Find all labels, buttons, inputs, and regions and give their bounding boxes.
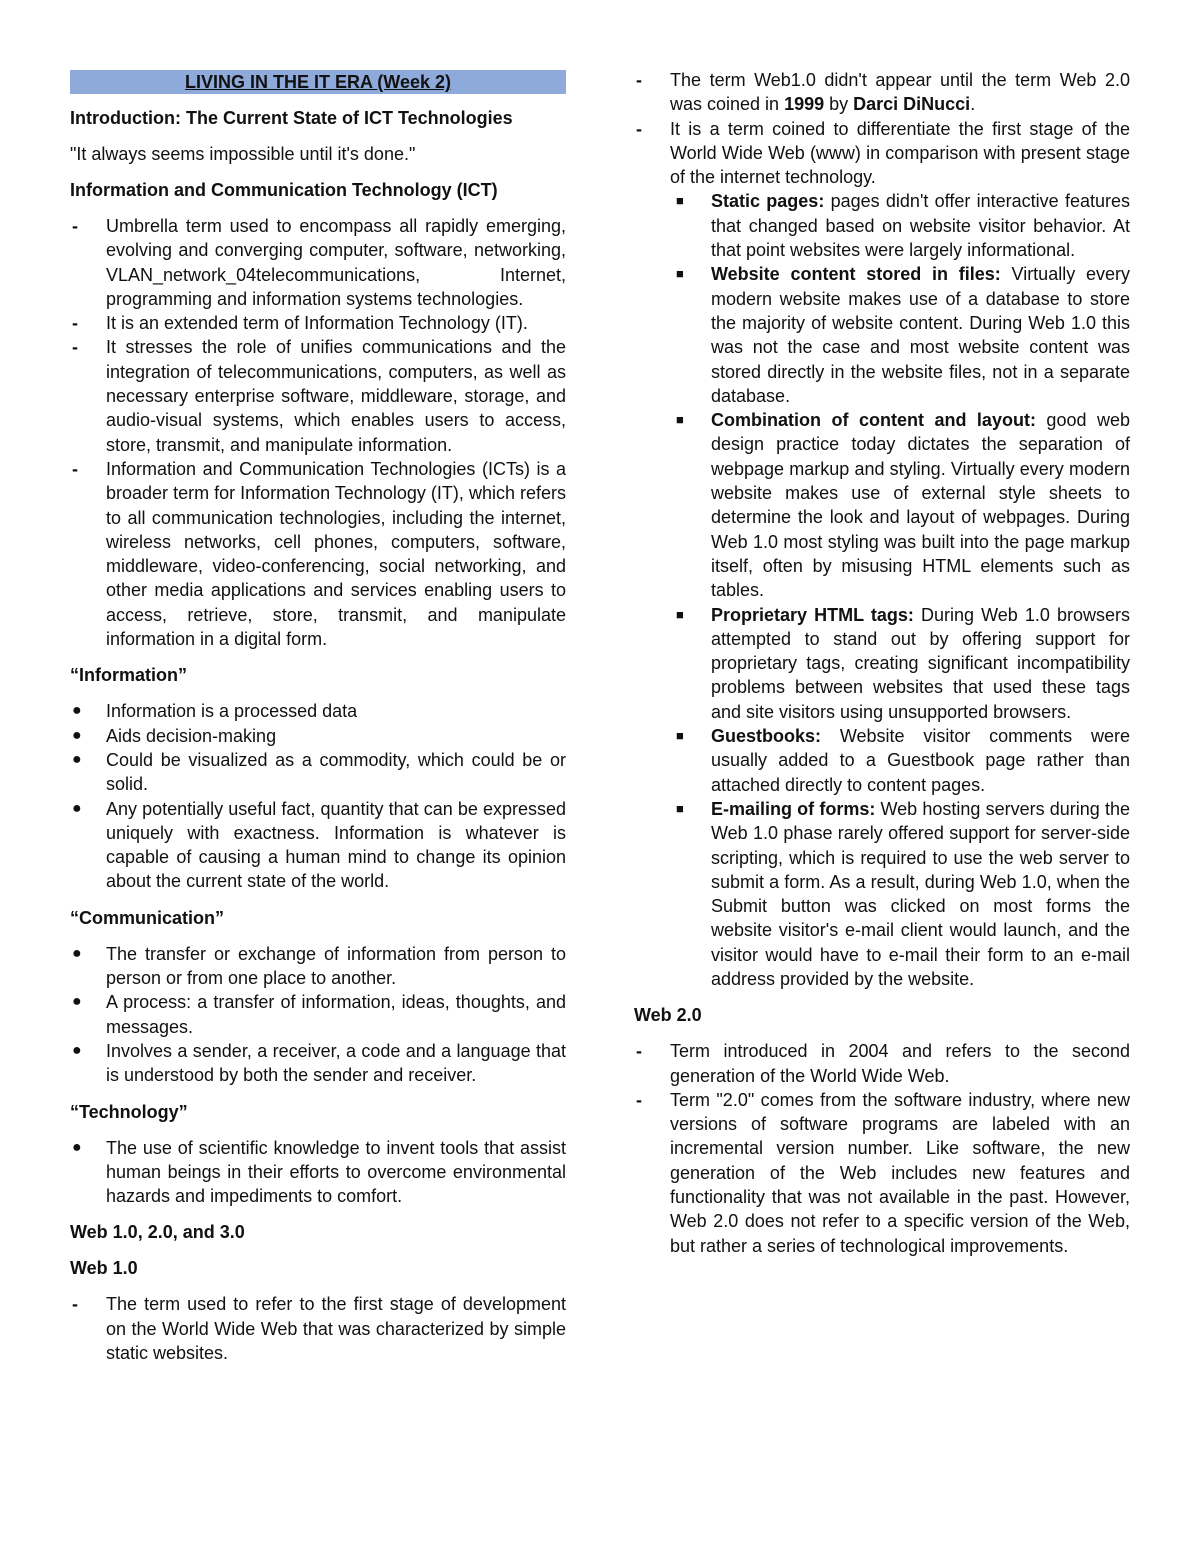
dash-marker: - — [72, 337, 78, 358]
list-item: - Term "2.0" comes from the software industry, where new versions of software programs are labeled with an incremental version number. Like software, the new generation of the Web includes new features and functionality that was not available in the past. However, Web 2.0 does not refer to a specific version of the Web, but rather a series of technological improvements. — [636, 1089, 1130, 1256]
quote: "It always seems impossible until it's done." — [70, 144, 416, 164]
list-item: ● Could be visualized as a commodity, which could be or solid. — [72, 749, 566, 795]
feature-item: ■ Combination of content and layout: good web design practice today dictates the separation of webpage markup and styling. Virtually every modern website makes use of external style sheets to determine the look and layout of webpages. During Web 1.0 most styling was built into the page markup itself, often by misusing HTML elements such as tables. — [676, 410, 1130, 601]
square-bullet-icon: ■ — [676, 606, 684, 622]
bullet-icon: ● — [72, 726, 82, 744]
square-bullet-icon: ■ — [676, 412, 684, 428]
feature-item: ■ Static pages: pages didn't offer interactive features that changed based on website visitor behavior. At that point websites were largely informational. — [676, 191, 1130, 261]
bullet-icon: ● — [72, 702, 82, 720]
dash-marker: - — [72, 216, 78, 236]
square-bullet-icon: ■ — [676, 728, 684, 744]
feature-item: ■ Website content stored in files: Virtually every modern website makes use of a database to store the majority of website content. During Web 1.0 this was not the case and most website content was stored directly in the website files, not in a separate database. — [676, 264, 1130, 406]
bullet-icon: ● — [72, 799, 82, 817]
feature-item: ■ Proprietary HTML tags: During Web 1.0 browsers attempted to stand out by offering support for proprietary tags, creating significant incompatibility problems between websites that used these tags and site visitors using unsupported browsers. — [676, 604, 1131, 722]
technology-list — [70, 1136, 566, 1209]
list-item: ● The use of scientific knowledge to invent tools that assist human beings in their efforts to overcome environmental hazards and impediments to comfort. — [72, 1137, 566, 1207]
right-column — [634, 68, 1130, 1270]
list-item: - It is an extended term of Information Technology (IT). — [70, 311, 566, 335]
square-bullet-icon: ■ — [676, 266, 684, 282]
web1-heading: Web 1.0 — [70, 1258, 138, 1279]
dash-marker: - — [72, 1294, 78, 1315]
list-item: - Information and Communication Technologies (ICTs) is a broader term for Information Technology (IT), which refers to all communication technologies, including the internet, wireless networks, cell phones, computers, software, middleware, video-conferencing, social networking, and other media applications and services enabling users to access, retrieve, store, transmit, and manipulate information in a digital form. — [72, 458, 566, 650]
information-list — [70, 699, 566, 893]
feature-item: ■ Guestbooks: Website visitor comments were usually added to a Guestbook page rather than attached directly to content pages. — [676, 726, 1130, 795]
list-item: - Term introduced in 2004 and refers to the second generation of the World Wide Web. — [636, 1041, 1130, 1086]
dash-marker: - — [636, 1041, 642, 1062]
list-item: - It is a term coined to differentiate the first stage of the World Wide Web (www) in comparison with present stage of the internet technology. ■ Static pages: pages didn't offer interactive features that changed based on website visitor behavior. At that point websites were largely informational. ■ Website content stored in files: Virtually every modern website makes use of a database to store the majority of website content. During Web 1.0 this was not the case and most website content was stored directly in the website files, not in a separate database. ■ Combination of content and layout: good web design practice today dictates the separation of webpage markup and styling. Virtually every modern website makes use of external style sheets to determine the look and layout of webpages. During Web 1.0 most styling was built into the page markup itself, often by misusing HTML elements such as tables. ■ Proprietary HTML tags: During Web 1.0 browsers attempted to stand out by offering support for proprietary tags, creating significant incompatibility problems between websites that used these tags and site visitors using unsupported browsers. ■ Guestbooks: Website visitor comments were usually added to a Guestbook page rather than attached directly to content pages. ■ E-mailing of forms: Web hosting servers during the Web 1.0 phase rarely offered support for server-side scripting, which is required to use the web server to submit a form. As a result, during Web 1.0, when the Submit button was clicked on most forms the website visitor's e-mail client would launch, and the visitor would have to e-mail their form to an e-mail address provided by the website. — [634, 117, 1130, 992]
web1-continued-list — [634, 68, 1130, 991]
dash-marker: - — [636, 1089, 642, 1110]
web1-list — [70, 1292, 566, 1365]
list-item: - Umbrella term used to encompass all rapidly emerging, evolving and converging computer, software, networking, VLAN_network_04telecommunications, Internet, programming and information systems technologies. — [72, 216, 566, 309]
dash-marker: - — [636, 70, 642, 90]
left-column — [70, 68, 566, 1377]
list-item: ● Aids decision-making — [70, 724, 566, 748]
communication-list — [70, 942, 566, 1088]
bullet-icon: ● — [72, 1138, 82, 1156]
ict-list — [70, 214, 566, 651]
square-bullet-icon: ■ — [676, 800, 684, 816]
list-item: - The term used to refer to the first stage of development on the World Wide Web that was characterized by simple static websites. — [72, 1294, 566, 1363]
bullet-icon: ● — [72, 993, 82, 1011]
feature-item: ■ E-mailing of forms: Web hosting servers during the Web 1.0 phase rarely offered support for server-side scripting, which is required to use the web server to submit a form. As a result, during Web 1.0, when the Submit button was clicked on most forms the website visitor's e-mail client would launch, and the visitor would have to e-mail their form to an e-mail address provided by the website. — [676, 798, 1130, 989]
document-title: LIVING IN THE IT ERA (Week 2) — [70, 70, 566, 94]
bullet-icon: ● — [72, 1041, 82, 1059]
dash-marker: - — [72, 458, 78, 479]
list-item: ● Involves a sender, a receiver, a code and a language that is understood by both the sender and receiver. — [72, 1040, 566, 1086]
intro-heading: Introduction: The Current State of ICT Technologies — [70, 108, 513, 128]
bullet-icon: ● — [72, 944, 82, 962]
list-item: ● A process: a transfer of information, ideas, thoughts, and messages. — [72, 992, 566, 1037]
list-item: - The term Web1.0 didn't appear until the term Web 2.0 was coined in 1999 by Darci DiNucci. — [636, 70, 1130, 115]
technology-heading: “Technology” — [70, 1101, 188, 1122]
dash-marker: - — [72, 313, 78, 334]
dash-marker: - — [636, 118, 642, 139]
web1-features-list — [634, 189, 1130, 991]
person-name: Darci DiNucci — [853, 94, 971, 115]
list-item: ● The transfer or exchange of information from person to person or from one place to another. — [72, 943, 566, 989]
web-versions-heading: Web 1.0, 2.0, and 3.0 — [70, 1222, 245, 1243]
year: 1999 — [784, 94, 825, 115]
web2-heading: Web 2.0 — [634, 1005, 702, 1026]
list-item: ● Information is a processed data — [70, 699, 566, 723]
information-heading: “Information” — [70, 665, 187, 686]
web2-list — [634, 1039, 1130, 1258]
communication-heading: “Communication” — [70, 907, 225, 928]
bullet-icon: ● — [72, 750, 82, 768]
ict-heading: Information and Communication Technology (ICT) — [70, 180, 498, 200]
list-item: - It stresses the role of unifies communications and the integration of telecommunications, computers, as well as necessary enterprise software, middleware, storage, and audio-visual systems, which enables users to access, store, transmit, and manipulate information. — [72, 337, 566, 455]
square-bullet-icon: ■ — [676, 193, 684, 209]
list-item: ● Any potentially useful fact, quantity that can be expressed uniquely with exactness. Information is whatever is capable of causing a human mind to change its opinion about the current state of the world. — [72, 798, 566, 892]
